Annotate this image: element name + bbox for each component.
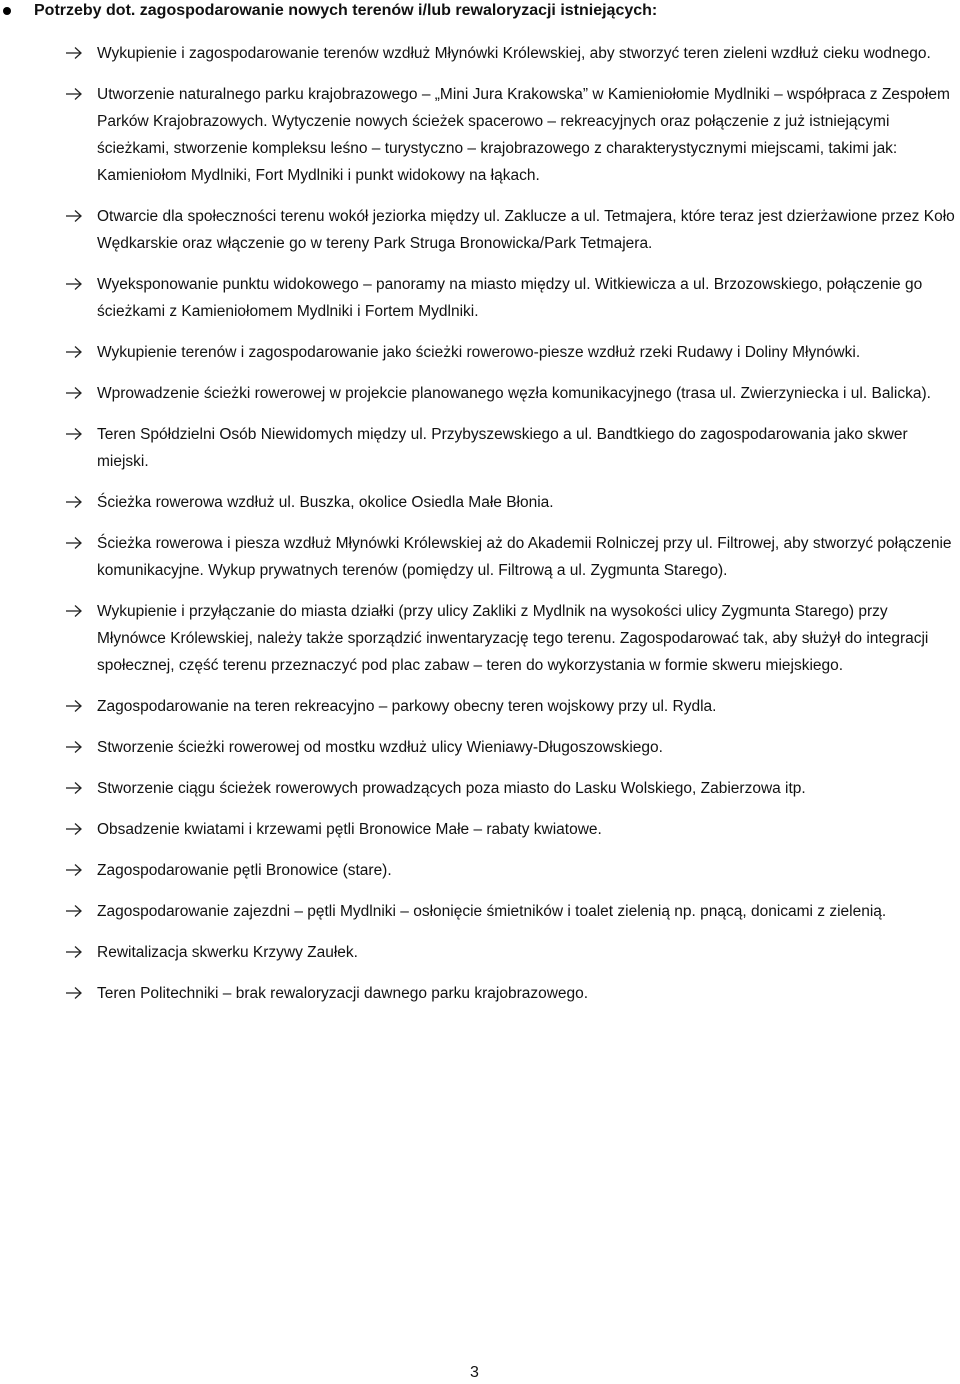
list-item [0,271,960,325]
list-item-text: Utworzenie naturalnego parku krajobrazowego – „Mini Jura Krakowska” w Kamieniołomie Mydlniki – współpraca z Zespołem Parków Krajobrazowych. Wytyczenie nowych ścieżek spacerowo – rekreacyjnych oraz połączenie z już istniejącymi ścieżkami, stworzenie kompleksu leśno – turystyczno – krajobrazowego z charakterystycznymi miejscami, takimi jak: Kamieniołom Mydlniki, Fort Mydlniki i punkt widokowy na łąkach. [97,86,950,184]
list-item-text: Teren Spółdzielni Osób Niewidomych między ul. Przybyszewskiego a ul. Bandtkiego do zagospodarowania jako skwer miejski. [97,426,908,470]
list-item [0,489,960,516]
arrow-right-icon [64,44,84,62]
list-item-text: Teren Politechniki – brak rewaloryzacji dawnego parku krajobrazowego. [97,985,589,1002]
list-item-text: Wykupienie i zagospodarowanie terenów wzdłuż Młynówki Królewskiej, aby stworzyć teren zieleni wzdłuż cieku wodnego. [97,45,931,62]
arrow-right-icon [64,85,84,103]
arrow-right-icon [64,738,84,756]
arrow-right-icon [64,534,84,552]
list-item-text: Wykupienie terenów i zagospodarowanie jako ścieżki rowerowo-piesze wzdłuż rzeki Rudawy i Doliny Młynówki. [97,344,861,361]
list-item [0,380,960,407]
list-item-text: Wyeksponowanie punktu widokowego – panoramy na miasto między ul. Witkiewicza a ul. Brzozowskiego, połączenie go ścieżkami z Kamieniołomem Mydlniki i Fortem Mydlniki. [97,276,923,320]
arrow-right-icon [64,602,84,620]
list-item-text: Stworzenie ścieżki rowerowej od mostku wzdłuż ulicy Wieniawy-Długoszowskiego. [97,739,663,756]
list-item-text: Zagospodarowanie na teren rekreacyjno – parkowy obecny teren wojskowy przy ul. Rydla. [97,698,717,715]
list-item [0,693,960,720]
list-item-text: Obsadzenie kwiatami i krzewami pętli Bronowice Małe – rabaty kwiatowe. [97,821,602,838]
arrow-right-icon [64,779,84,797]
list-item [0,203,960,257]
arrow-right-icon [64,861,84,879]
list-item-text: Wykupienie i przyłączanie do miasta działki (przy ulicy Zakliki z Mydlnik na wysokości ulicy Zygmunta Starego) przy Młynówce Królewskiej, należy także sporządzić inwentaryzację tego terenu. Zagospodarować tak, aby służył do integracji społecznej, część terenu przeznaczyć pod plac zabaw – teren do wykorzystania w formie skweru miejskiego. [97,603,929,674]
list-item [0,530,960,584]
list-item-text: Stworzenie ciągu ścieżek rowerowych prowadzących poza miasto do Lasku Wolskiego, Zabierzowa itp. [97,780,806,797]
arrow-right-icon [64,425,84,443]
list-item-text: Otwarcie dla społeczności terenu wokół jeziorka między ul. Zaklucze a ul. Tetmajera, które teraz jest dzierżawione przez Koło Wędkarskie oraz włączenie go w tereny Park Struga Bronowicka/Park Tetmajera. [97,208,955,252]
list-item [0,734,960,761]
list-item-text: Ścieżka rowerowa wzdłuż ul. Buszka, okolice Osiedla Małe Błonia. [97,494,554,511]
arrow-right-icon [64,207,84,225]
list-item-text: Rewitalizacja skwerku Krzywy Zaułek. [97,944,358,961]
arrow-right-icon [64,343,84,361]
list-item [0,598,960,679]
list-item [0,898,960,925]
list-item-text: Ścieżka rowerowa i piesza wzdłuż Młynówki Królewskiej aż do Akademii Rolniczej przy ul. Filtrowej, aby stworzyć połączenie komunikacyjne. Wykup prywatnych terenów (pomiędzy ul. Filtrową a ul. Zygmunta Starego). [97,535,952,579]
heading-text: Potrzeby dot. zagospodarowanie nowych terenów i/lub rewaloryzacji istniejących: [34,2,658,19]
list-item [0,421,960,475]
list-item [0,980,960,1007]
list-item-text: Wprowadzenie ścieżki rowerowej w projekcie planowanego węzła komunikacyjnego (trasa ul. Zwierzyniecka i ul. Balicka). [97,385,931,402]
arrow-right-icon [64,943,84,961]
arrow-right-icon [64,493,84,511]
arrow-right-icon [64,984,84,1002]
list-item-text: Zagospodarowanie pętli Bronowice (stare). [97,862,392,879]
arrow-right-icon [64,275,84,293]
arrow-right-icon [64,902,84,920]
arrow-right-icon [64,384,84,402]
list-item [0,939,960,966]
list-item [0,40,960,67]
section-heading [0,0,960,22]
list-item-text: Zagospodarowanie zajezdni – pętli Mydlniki – osłonięcie śmietników i toalet zielenią np. pnącą, donicami z zielenią. [97,903,887,920]
list-item [0,775,960,802]
list-item [0,81,960,189]
page-number: 3 [470,1364,479,1381]
list-item [0,339,960,366]
arrow-right-icon [64,697,84,715]
arrow-right-icon [64,820,84,838]
needs-list [0,40,960,1021]
bullet-dot-icon [3,7,11,15]
list-item [0,857,960,884]
list-item [0,816,960,843]
